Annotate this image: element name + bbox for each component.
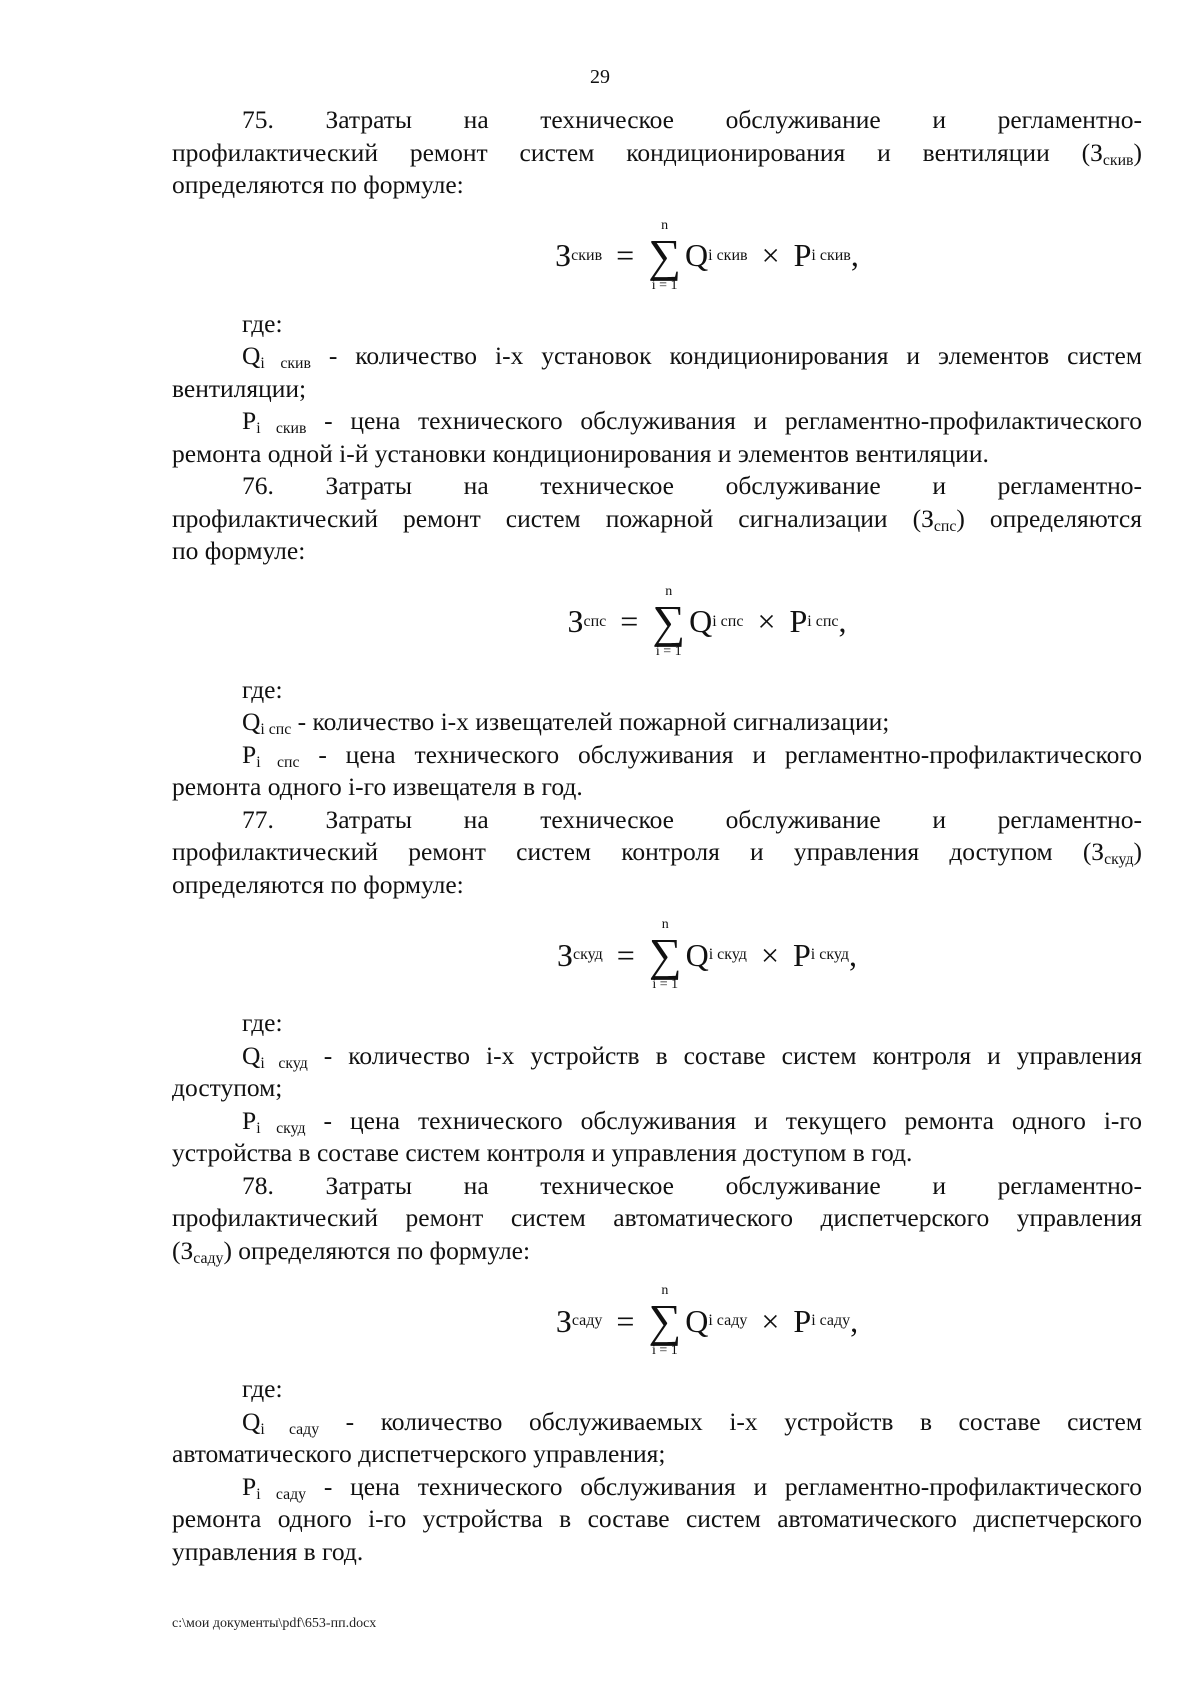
sum-symbol: n ∑ i = 1 [648, 917, 682, 992]
formula: З саду = n ∑ i = 1 Q i саду × P i саду , [555, 1283, 859, 1358]
clause-heading-line: 76. Затраты на техническое обслуживание и регламентно- [242, 471, 1142, 500]
clause-text-line: по формуле: [172, 536, 306, 565]
definition: $P_{i саду}$ - цена технического обслуживания и регламентно-профилактического ремонта одного i-го устройства в составе систем автоматического диспетчерского управления в год. [172, 1471, 1142, 1566]
definition: $P_{i скуд}$ - цена технического обслуживания и текущего ремонта одного i-го устройства в составе систем контроля и управления доступом в год. [172, 1105, 1142, 1167]
where-label: где: [242, 1374, 283, 1403]
document-body [172, 104, 1142, 1568]
clause-heading-line: 75. Затраты на техническое обслуживание и регламентно- [242, 105, 1142, 134]
clause-text-line: профилактический ремонт систем кондиционирования и вентиляции $(З_{скив})$ [172, 137, 1142, 169]
where-label: где: [242, 308, 283, 338]
clause-text-line: профилактический ремонт систем контроля и управления доступом $(З_{скуд})$ [172, 837, 1142, 868]
clause-76 [172, 470, 1142, 804]
clause-77 [172, 804, 1142, 1170]
definition: $Q_{i саду}$ - количество обслуживаемых i-х устройств в составе систем автоматического диспетчерского управления; [172, 1406, 1142, 1468]
clause-text-line: определяются по формуле: [172, 170, 464, 199]
definition: $P_{i скив}$ - цена технического обслуживания и регламентно-профилактического ремонта одной i-й установки кондиционирования и элементов вентиляции. [172, 406, 1142, 468]
clause-heading-line: 77. Затраты на техническое обслуживание и регламентно- [242, 804, 1142, 834]
sum-symbol: n ∑ i = 1 [648, 217, 682, 293]
clause-text-line: профилактический ремонт систем пожарной сигнализации $(З_{спс})$ определяются [172, 503, 1142, 535]
where-label: где: [242, 674, 283, 704]
formula: З скив = n ∑ i = 1 Q i скив × P i скив , [555, 217, 859, 293]
sum-symbol: n ∑ i = 1 [652, 583, 686, 659]
definition: $Q_{i скив}$ - количество i-х установок кондиционирования и элементов систем вентиляции; [172, 341, 1143, 403]
file-path-footer: c:\мои документы\pdf\653-пп.docx [172, 1616, 377, 1631]
clause-heading-line: 78. Затраты на техническое обслуживание и регламентно- [242, 1170, 1142, 1200]
clause-text-line: $(З_{саду})$ определяются по формуле: [172, 1235, 531, 1267]
formula: З спс = n ∑ i = 1 Q i спс × P i спс , [567, 583, 847, 659]
definition: $P_{i спс}$ - цена технического обслуживания и регламентно-профилактического ремонта одного i-го извещателя в год. [172, 739, 1142, 801]
where-label: где: [242, 1008, 283, 1037]
formula: З скуд = n ∑ i = 1 Q i скуд × P i скуд , [556, 917, 858, 992]
clause-text-line: профилактический ремонт систем автоматического диспетчерского управления [172, 1203, 1142, 1232]
clause-78 [172, 1170, 1142, 1569]
page-number: 29 [590, 66, 610, 88]
definition: $Q_{i скуд}$ - количество i-х устройств в составе систем контроля и управления доступом; [172, 1040, 1142, 1102]
definition: $Q_{i спс}$ - количество i-х извещателей пожарной сигнализации; [242, 707, 890, 738]
clause-75 [172, 104, 1142, 470]
clause-text-line: определяются по формуле: [172, 869, 464, 899]
sum-symbol: n ∑ i = 1 [648, 1283, 682, 1358]
